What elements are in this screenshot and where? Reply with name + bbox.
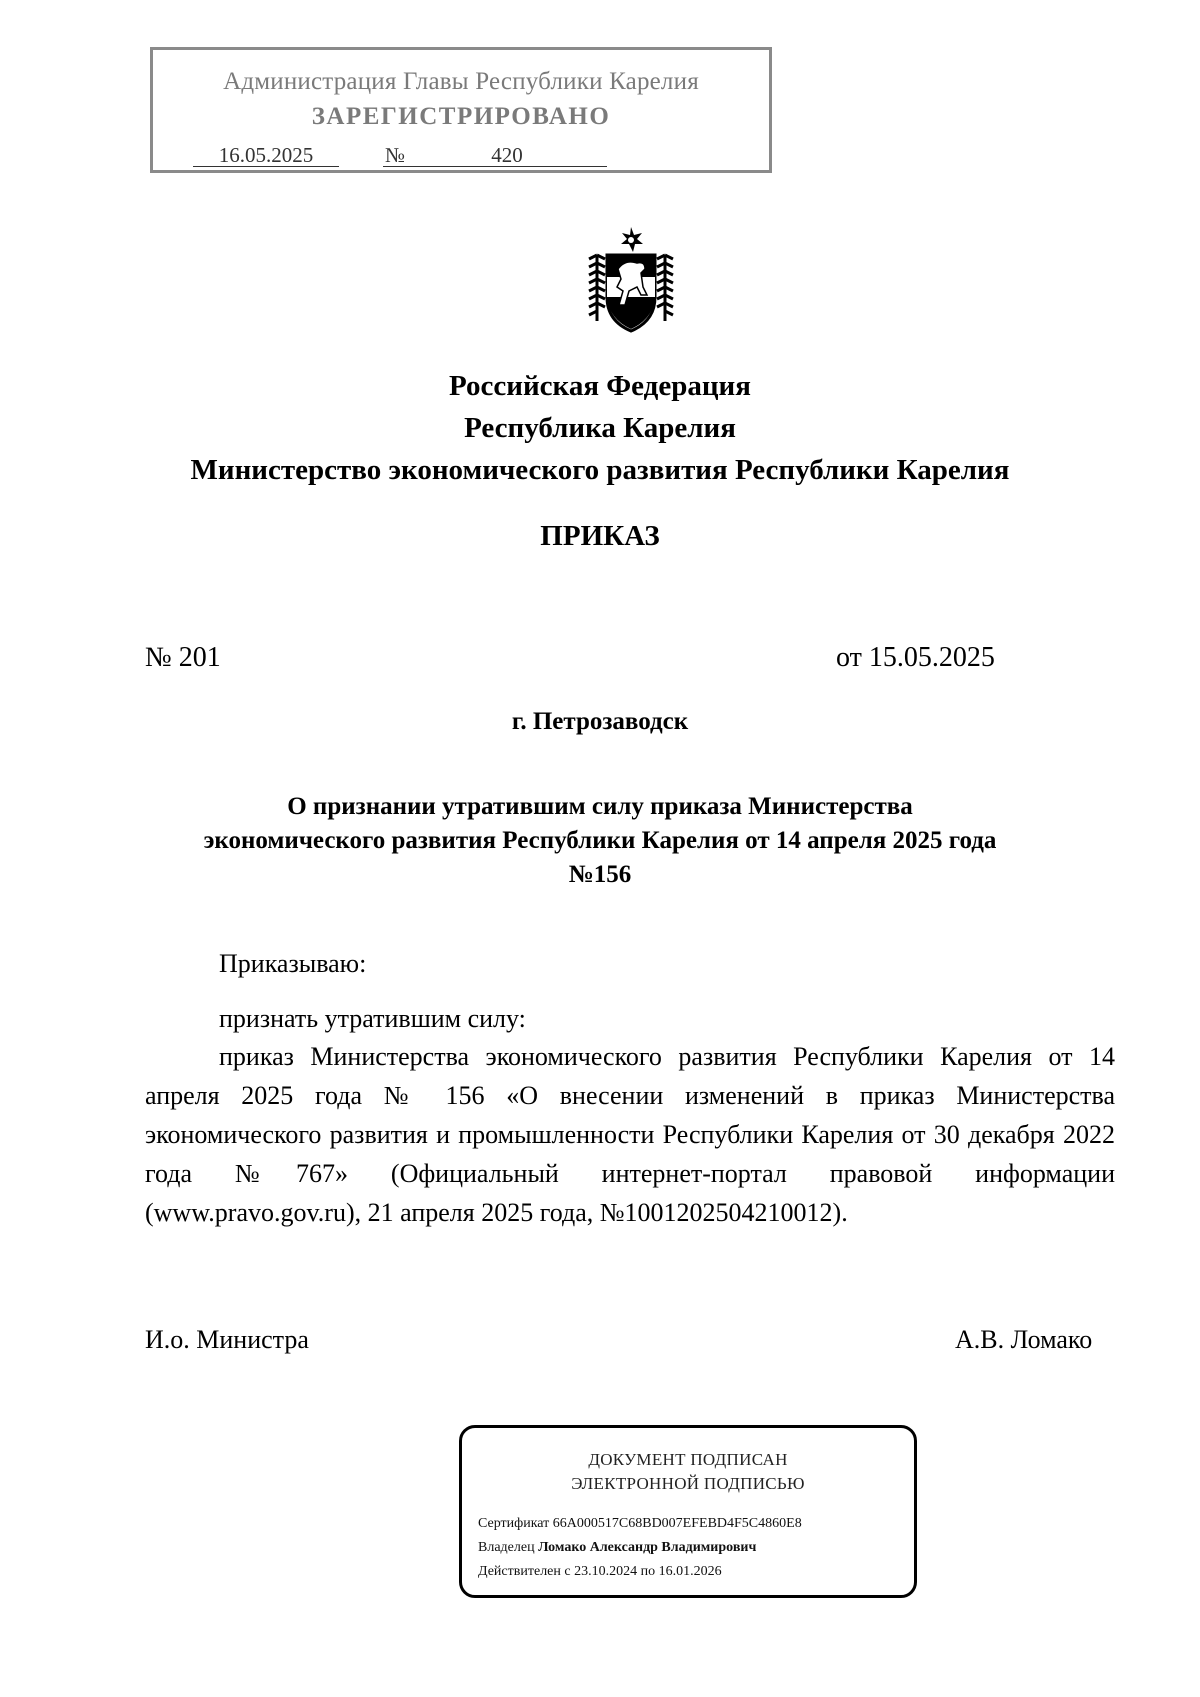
esig-valid-to: 16.01.2026 <box>658 1564 722 1579</box>
esig-certificate-value: 66A000517C68BD007EFEBD4F5C4860E8 <box>552 1516 802 1531</box>
esig-title-line-1: ДОКУМЕНТ ПОДПИСАН <box>588 1450 788 1469</box>
esig-valid-from: 23.10.2024 <box>574 1564 638 1579</box>
subject-line-3: №156 <box>568 861 632 888</box>
esig-valid-to-label: по <box>640 1564 656 1579</box>
header-country: Российская Федерация <box>449 370 751 402</box>
esig-certificate <box>478 1516 802 1532</box>
signatory-name: А.В. Ломако <box>955 1325 1093 1354</box>
registration-date: 16.05.2025 <box>193 144 339 167</box>
body-clause: признать утратившим силу: <box>219 1004 526 1033</box>
body-intro: Приказываю: <box>219 949 367 978</box>
esig-certificate-label: Сертификат <box>478 1516 550 1531</box>
electronic-signature-stamp <box>459 1425 917 1598</box>
signatory-position: И.о. Министра <box>145 1325 309 1354</box>
esig-owner-label: Владелец <box>478 1540 535 1555</box>
subject-line-1: О признании утратившим силу приказа Министерства <box>287 793 913 820</box>
esig-title-line-2: ЭЛЕКТРОННОЙ ПОДПИСЬЮ <box>571 1474 805 1493</box>
esig-owner-value: Ломако Александр Владимирович <box>538 1540 757 1555</box>
order-number: № 201 <box>145 642 221 673</box>
registration-stamp <box>150 47 772 173</box>
esig-owner <box>478 1540 756 1556</box>
registration-status: ЗАРЕГИСТРИРОВАНО <box>311 103 611 130</box>
header-ministry: Министерство экономического развития Республики Карелия <box>190 454 1010 486</box>
registration-number-sign: № <box>385 143 406 167</box>
order-subject <box>140 790 1060 892</box>
registration-number: 420 <box>407 144 607 167</box>
karelia-coat-of-arms-icon <box>585 225 677 337</box>
order-city: г. Петрозаводск <box>511 708 689 735</box>
header-republic: Республика Карелия <box>464 412 736 444</box>
esig-valid-label: Действителен с <box>478 1564 571 1579</box>
registration-organization: Администрация Главы Республики Карелия <box>223 68 699 95</box>
subject-line-2: экономического развития Республики Карелия от 14 апреля 2025 года <box>203 827 997 854</box>
esig-validity <box>478 1564 722 1580</box>
order-date: от 15.05.2025 <box>836 642 995 673</box>
body-text: приказ Министерства экономического развития Республики Карелия от 14 апреля 2025 года № 156 «О внесении изменений в приказ Министерства экономического развития и промышленности Республики Карелия от 30 декабря 2022 года №767» (Официальный интернет-портал правовой информации (www.pravo.gov.ru), 21 апреля 2025 года, №1001202504210012). <box>145 1042 1115 1227</box>
document-type: ПРИКАЗ <box>540 520 660 552</box>
